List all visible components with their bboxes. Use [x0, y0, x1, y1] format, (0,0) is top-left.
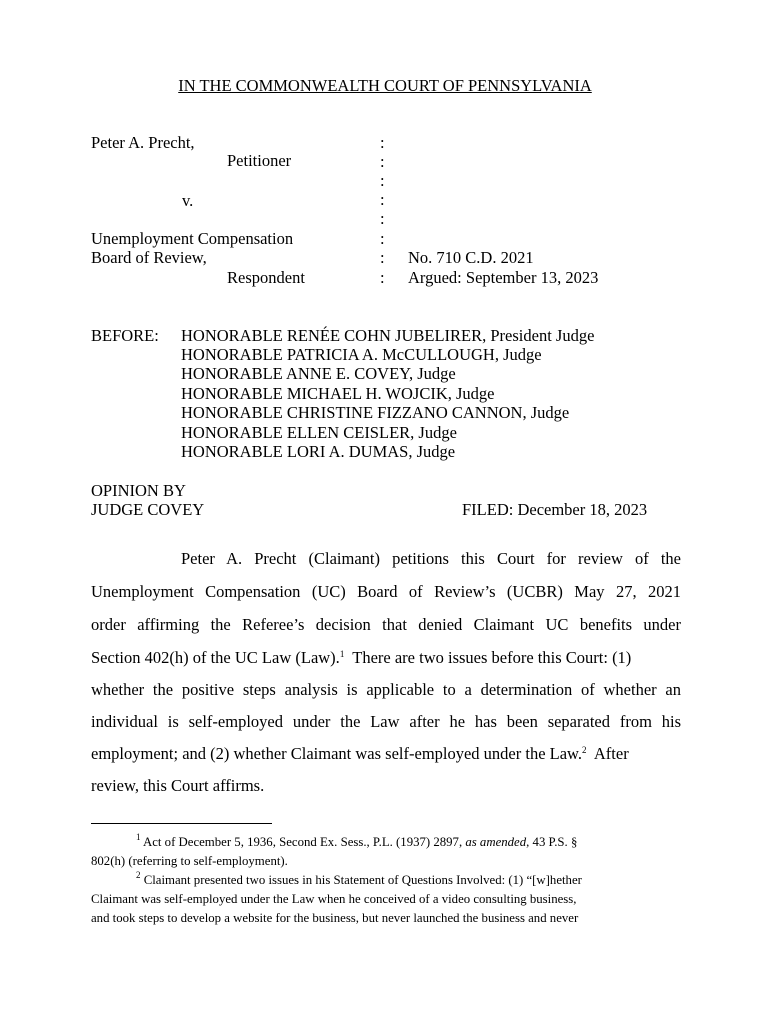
caption-colon: :	[380, 171, 385, 190]
judge-line: HONORABLE PATRICIA A. McCULLOUGH, Judge	[181, 345, 542, 364]
court-title: IN THE COMMONWEALTH COURT OF PENNSYLVANIA	[178, 76, 592, 95]
caption-colon: :	[380, 248, 385, 267]
footnote-ref: 1	[339, 649, 345, 659]
footnote-text: Act of December 5, 1936, Second Ex. Sess., P.L. (1937) 2897,	[140, 835, 466, 849]
footnote-separator	[91, 823, 272, 824]
footnote-1-line2: 802(h) (referring to self-employment).	[91, 854, 288, 868]
footnote-number: 2	[136, 870, 141, 880]
footnote-text: , 43 P.S. §	[526, 835, 578, 849]
argued-date: Argued: September 13, 2023	[408, 268, 599, 287]
filed-date: FILED: December 18, 2023	[462, 500, 648, 519]
body-text-segment: After	[586, 744, 629, 763]
opinion-by: OPINION BY	[91, 481, 186, 500]
body-line: whether the positive steps analysis is applicable to a determination of whether an	[91, 680, 681, 699]
respondent-role: Respondent	[227, 268, 305, 287]
caption-colon: :	[380, 190, 385, 209]
petitioner-name: Peter A. Precht,	[91, 133, 195, 152]
footnote-text: Claimant presented two issues in his Statement of Questions Involved: (1) “[w]hether	[140, 873, 582, 887]
caption-colon: :	[380, 152, 385, 171]
before-label: BEFORE:	[91, 326, 159, 345]
footnote-2-line3: and took steps to develop a website for the business, but never launched the business and never	[91, 911, 579, 925]
footnote-2-line2: Claimant was self-employed under the Law when he conceived of a video consulting business,	[91, 892, 577, 906]
body-text-segment: employment; and (2) whether Claimant was self-employed under the Law.	[91, 744, 583, 763]
body-line: individual is self-employed under the Law after he has been separated from his	[91, 712, 681, 731]
caption-colon: :	[380, 268, 385, 287]
versus: v.	[182, 191, 194, 210]
body-line: review, this Court affirms.	[91, 776, 265, 795]
caption-colon: :	[380, 229, 385, 248]
respondent-line1: Unemployment Compensation	[91, 229, 294, 248]
body-line: order affirming the Referee’s decision that denied Claimant UC benefits under	[91, 615, 681, 634]
judge-line: HONORABLE MICHAEL H. WOJCIK, Judge	[181, 384, 495, 403]
caption-colon: :	[380, 133, 385, 152]
body-line: Peter A. Precht (Claimant) petitions this Court for review of the	[181, 549, 681, 568]
respondent-line2: Board of Review,	[91, 248, 207, 267]
judge-line: HONORABLE CHRISTINE FIZZANO CANNON, Judge	[181, 403, 570, 422]
body-line	[91, 648, 681, 668]
petitioner-role: Petitioner	[227, 151, 292, 170]
opinion-author: JUDGE COVEY	[91, 500, 205, 519]
footnote-italic: as amended	[465, 835, 527, 849]
body-text-segment: There are two issues before this Court: (1)	[344, 648, 632, 667]
footnote-2	[136, 872, 582, 888]
body-line	[91, 744, 681, 764]
body-text-segment: Section 402(h) of the UC Law (Law).	[91, 648, 340, 667]
body-line: Unemployment Compensation (UC) Board of Review’s (UCBR) May 27, 2021	[91, 582, 681, 601]
footnote-1	[136, 834, 577, 850]
judge-line: HONORABLE ANNE E. COVEY, Judge	[181, 364, 456, 383]
judge-line: HONORABLE LORI A. DUMAS, Judge	[181, 442, 456, 461]
caption-colon: :	[380, 209, 385, 228]
footnote-number: 1	[136, 832, 141, 842]
judge-line: HONORABLE RENÉE COHN JUBELIRER, President Judge	[181, 326, 595, 345]
footnote-ref: 2	[582, 745, 587, 755]
docket-number: No. 710 C.D. 2021	[408, 248, 534, 267]
judge-line: HONORABLE ELLEN CEISLER, Judge	[181, 423, 457, 442]
